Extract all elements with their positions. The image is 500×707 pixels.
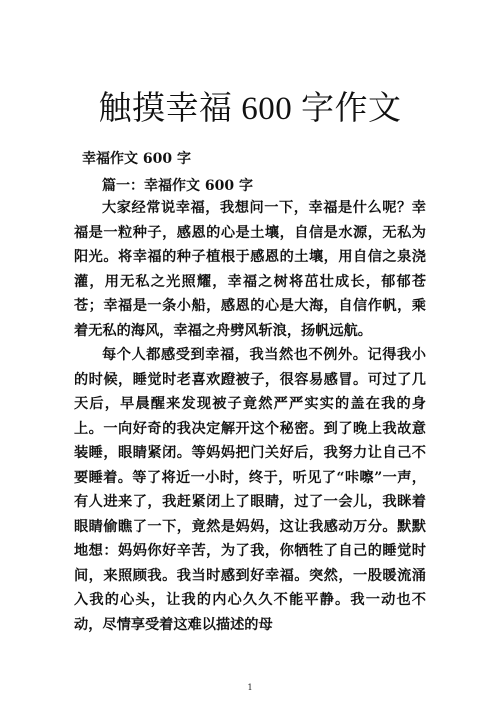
section-heading: 篇一：幸福作文 600 字 [102,178,253,194]
document-title: 触摸幸福 600 字作文 [98,91,402,127]
page-number: 1 [247,683,253,692]
document-subtitle: 幸福作文 600 字 [82,151,191,167]
body-text [74,196,426,637]
paragraph-2: 每个人都感受到幸福，我当然也不例外。记得我小的时候，睡觉时老喜欢蹬被子，很容易感冒。可过了几天后，早晨醒来发现被子竟然严严实实的盖在我的身上。一向好奇的我决定解开这个秘密。到了晚上我故意装睡，眼睛紧闭。等妈妈把门关好后，我努力让自己不要睡着。等了将近一小时，终于，听见了“咔嚓”一声，有人进来了，我赶紧闭上了眼睛，过了一会儿，我眯着眼睛偷瞧了一下，竟然是妈妈，这让我感动万分。默默地想：妈妈你好辛苦，为了我，你牺牲了自己的睡觉时间，来照顾我。我当时感到好幸福。突然，一股暖流涌入我的心头，让我的内心久久不能平静。我一动也不动，尽情享受着这难以描述的母 [74,347,426,633]
paragraph-1: 大家经常说幸福，我想问一下，幸福是什么呢？幸福是一粒种子，感恩的心是土壤，自信是水源，无私为阳光。将幸福的种子植根于感恩的土壤，用自信之泉浇灌，用无私之光照耀，幸福之树将茁壮成长，郁郁苍苍；幸福是一条小船，感恩的心是大海，自信作帆，乘着无私的海风，幸福之舟劈风斩浪，扬帆远航。 [74,200,426,339]
